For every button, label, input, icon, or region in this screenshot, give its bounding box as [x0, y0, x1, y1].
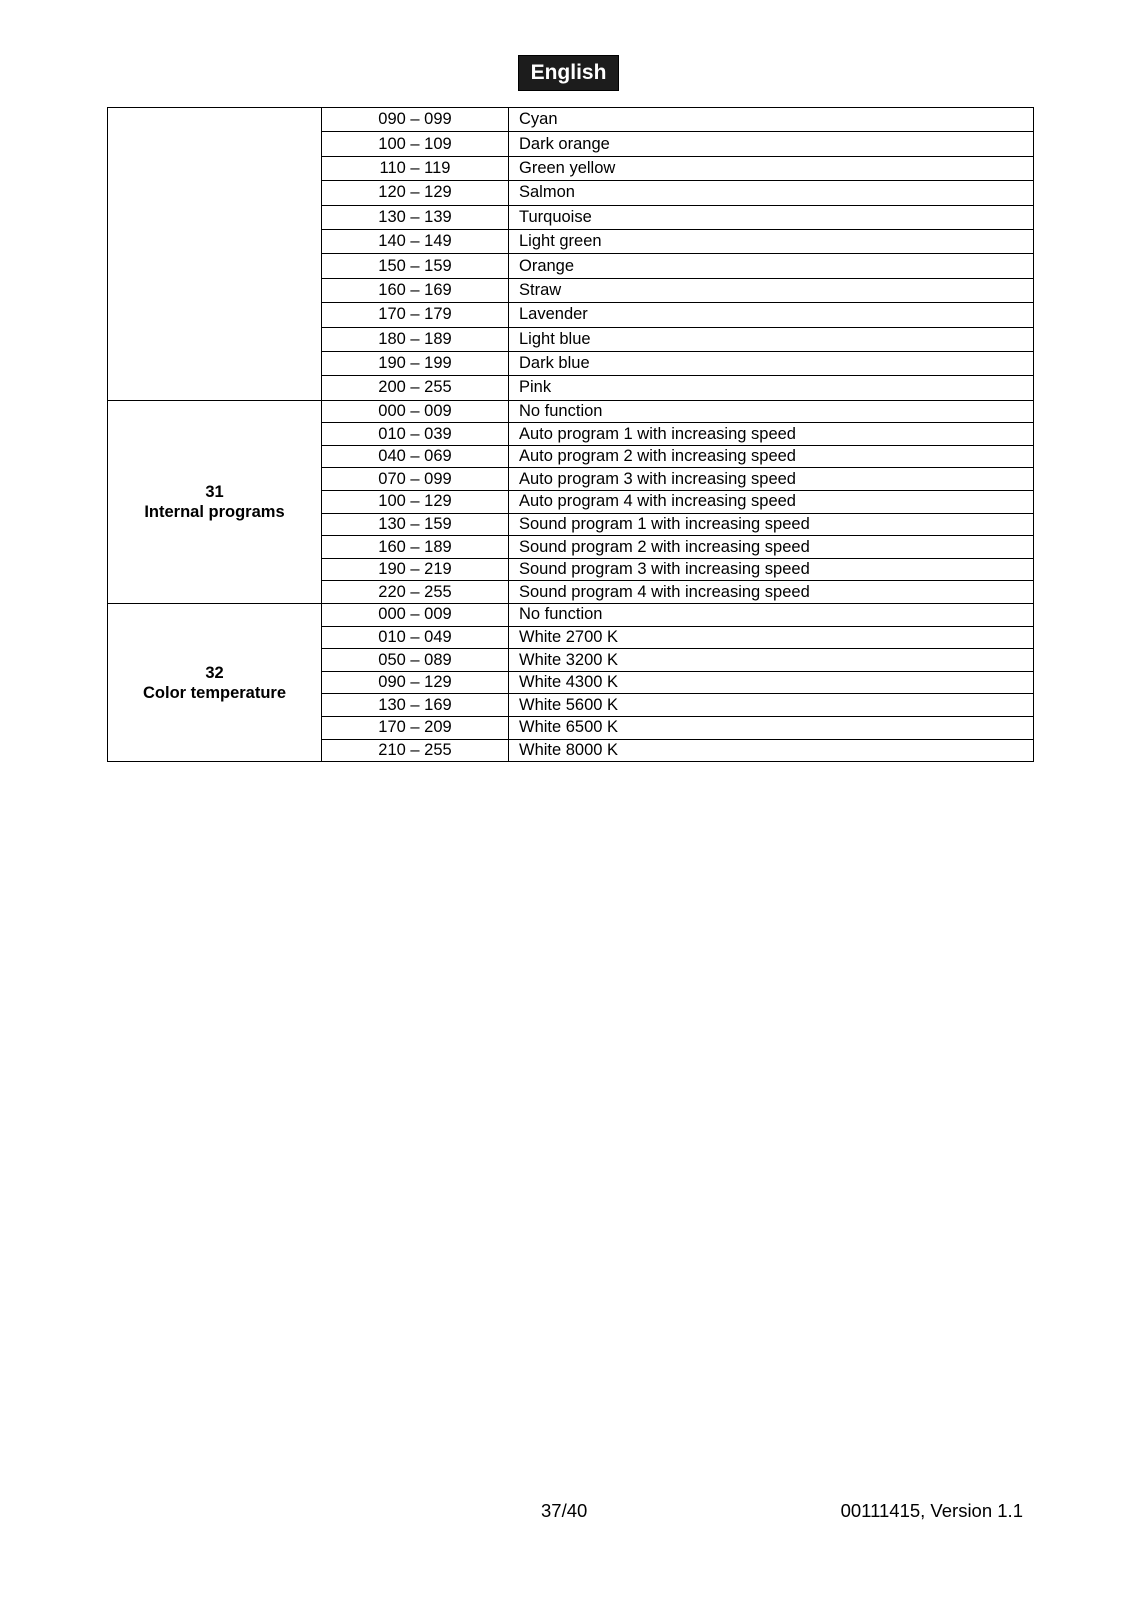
- dmx-range-cell: 100 – 129: [322, 491, 509, 514]
- dmx-range-cell: 110 – 119: [322, 156, 509, 180]
- dmx-range-cell: 010 – 039: [322, 423, 509, 446]
- function-cell: Pink: [509, 376, 1034, 400]
- dmx-range-cell: 070 – 099: [322, 468, 509, 491]
- table-row: [108, 400, 1034, 423]
- function-cell: Salmon: [509, 181, 1034, 205]
- function-cell: Dark blue: [509, 351, 1034, 375]
- function-cell: Sound program 3 with increasing speed: [509, 558, 1034, 581]
- document-version: 00111415, Version 1.1: [840, 1500, 1023, 1521]
- channel-number: 31: [205, 482, 224, 501]
- function-cell: Light green: [509, 229, 1034, 253]
- function-cell: White 5600 K: [509, 694, 1034, 717]
- channel-name: Internal programs: [144, 502, 285, 521]
- table-row: [108, 604, 1034, 627]
- function-cell: Auto program 2 with increasing speed: [509, 445, 1034, 468]
- dmx-range-cell: 090 – 129: [322, 671, 509, 694]
- dmx-range-cell: 000 – 009: [322, 604, 509, 627]
- dmx-range-cell: 160 – 189: [322, 536, 509, 559]
- function-cell: Green yellow: [509, 156, 1034, 180]
- function-cell: No function: [509, 604, 1034, 627]
- channel-name: Color temperature: [142, 683, 287, 702]
- function-cell: Light blue: [509, 327, 1034, 351]
- dmx-table-body: [108, 108, 1034, 762]
- function-cell: Dark orange: [509, 132, 1034, 156]
- dmx-range-cell: 160 – 169: [322, 278, 509, 302]
- table-row: [108, 108, 1034, 132]
- dmx-range-cell: 220 – 255: [322, 581, 509, 604]
- dmx-range-cell: 170 – 179: [322, 303, 509, 327]
- channel-number: 32: [205, 663, 224, 682]
- dmx-range-cell: 090 – 099: [322, 108, 509, 132]
- dmx-range-cell: 130 – 169: [322, 694, 509, 717]
- function-cell: Straw: [509, 278, 1034, 302]
- dmx-range-cell: 010 – 049: [322, 626, 509, 649]
- function-cell: Auto program 1 with increasing speed: [509, 423, 1034, 446]
- dmx-range-cell: 190 – 199: [322, 351, 509, 375]
- dmx-range-cell: 130 – 139: [322, 205, 509, 229]
- function-cell: Sound program 2 with increasing speed: [509, 536, 1034, 559]
- function-cell: Turquoise: [509, 205, 1034, 229]
- function-cell: Lavender: [509, 303, 1034, 327]
- function-cell: Sound program 4 with increasing speed: [509, 581, 1034, 604]
- dmx-range-cell: 130 – 159: [322, 513, 509, 536]
- function-cell: No function: [509, 400, 1034, 423]
- dmx-range-cell: 150 – 159: [322, 254, 509, 278]
- dmx-range-cell: 050 – 089: [322, 649, 509, 672]
- function-cell: Sound program 1 with increasing speed: [509, 513, 1034, 536]
- page-number: 37/40: [541, 1500, 588, 1521]
- function-cell: Cyan: [509, 108, 1034, 132]
- dmx-range-cell: 100 – 109: [322, 132, 509, 156]
- channel-cell: [108, 108, 322, 401]
- dmx-range-cell: 000 – 009: [322, 400, 509, 423]
- dmx-range-cell: 180 – 189: [322, 327, 509, 351]
- function-cell: White 8000 K: [509, 739, 1034, 762]
- dmx-range-cell: 210 – 255: [322, 739, 509, 762]
- dmx-range-cell: 200 – 255: [322, 376, 509, 400]
- dmx-range-cell: 120 – 129: [322, 181, 509, 205]
- function-cell: White 2700 K: [509, 626, 1034, 649]
- channel-cell: [108, 400, 322, 603]
- function-cell: White 3200 K: [509, 649, 1034, 672]
- function-cell: White 6500 K: [509, 717, 1034, 740]
- function-cell: Auto program 3 with increasing speed: [509, 468, 1034, 491]
- channel-cell: [108, 604, 322, 762]
- dmx-channel-table: [107, 107, 1034, 762]
- function-cell: Auto program 4 with increasing speed: [509, 491, 1034, 514]
- dmx-range-cell: 140 – 149: [322, 229, 509, 253]
- language-badge: English: [518, 55, 619, 91]
- function-cell: Orange: [509, 254, 1034, 278]
- dmx-range-cell: 190 – 219: [322, 558, 509, 581]
- dmx-range-cell: 040 – 069: [322, 445, 509, 468]
- dmx-range-cell: 170 – 209: [322, 717, 509, 740]
- function-cell: White 4300 K: [509, 671, 1034, 694]
